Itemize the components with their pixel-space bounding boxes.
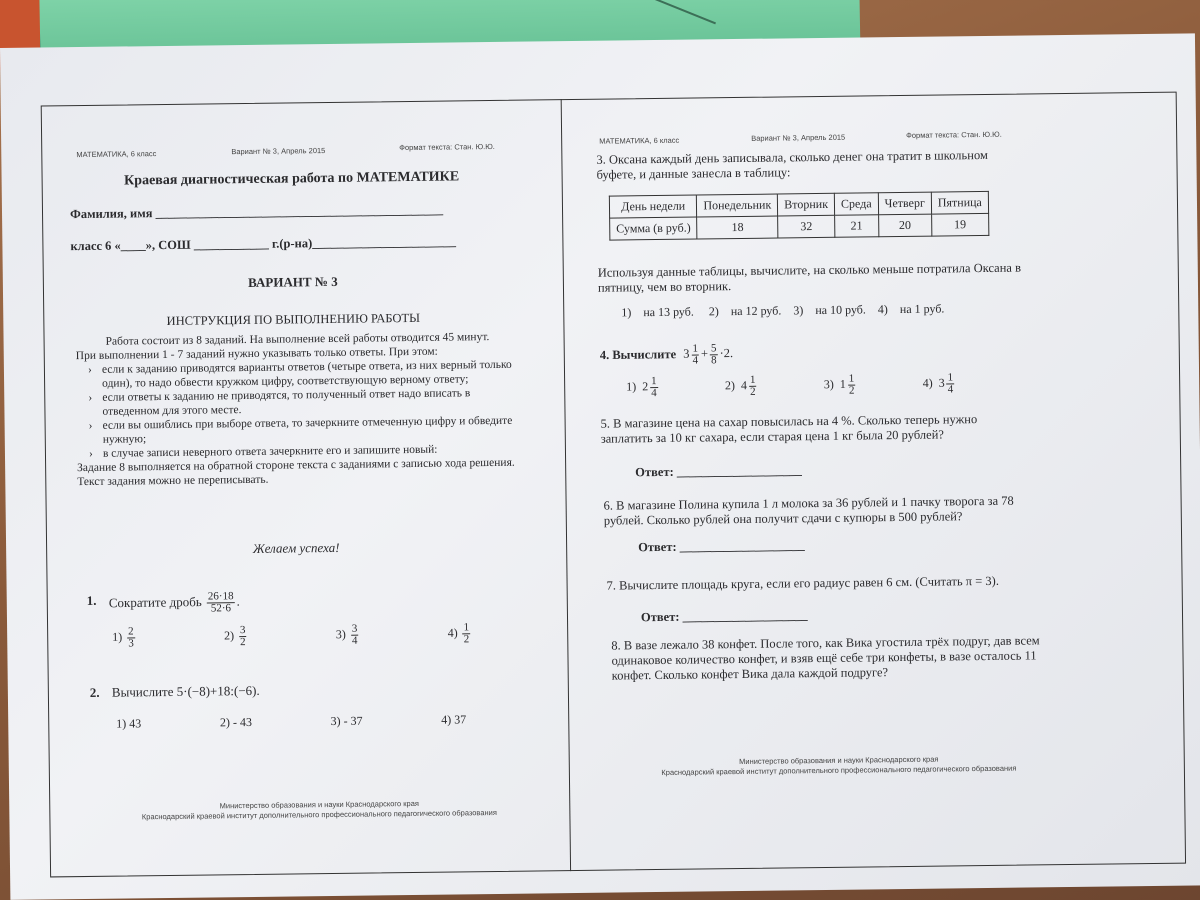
q1-option-2[interactable]: 2) $\frac{3}{2}$ xyxy=(223,624,246,649)
left-header-subject: МАТЕМАТИКА, 6 класс xyxy=(76,149,157,160)
q2-option-4[interactable]: 4) 37 xyxy=(441,712,467,727)
q2-option-1[interactable]: 1) 43 xyxy=(116,716,142,731)
name-field[interactable]: Фамилия, имя ______________________________________________ xyxy=(69,202,444,222)
instruction-list xyxy=(76,358,527,461)
table-cell: Вторник xyxy=(778,193,835,216)
q2-number: 2. xyxy=(89,684,100,700)
class-field[interactable]: класс 6 «____», СОШ ____________ г.(р-на)_______________________ xyxy=(70,234,457,254)
q3-text: 3. Оксана каждый день записывала, сколько денег она тратит в школьном буфете, и данные занесла в таблицу: xyxy=(596,147,988,182)
table-cell: Четверг xyxy=(878,192,931,215)
table-row xyxy=(610,213,989,240)
q5-answer-field[interactable]: Ответ: ____________________ xyxy=(635,463,802,480)
q1-option-4[interactable]: 4) $\frac{1}{2}$ xyxy=(447,621,470,646)
q2-text: Вычислите 5·(−8)+18:(−6). xyxy=(111,682,260,700)
table-cell: Пятница xyxy=(931,191,988,214)
table-cell: 19 xyxy=(931,213,988,236)
right-header-subject: МАТЕМАТИКА, 6 класс xyxy=(599,135,680,146)
q4-text xyxy=(600,343,734,368)
q1-fraction xyxy=(207,591,235,614)
table-cell: 21 xyxy=(835,215,879,238)
q1-number: 1. xyxy=(86,592,97,608)
q3-options[interactable]: 1) на 13 руб. 2) на 12 руб. 3) на 10 руб. 4) на 1 руб. xyxy=(621,301,945,320)
q4-option-1[interactable]: 1) 2 $\frac{1}{4}$ xyxy=(626,375,657,400)
q2-option-3[interactable]: 3) - 37 xyxy=(330,713,363,729)
q4-expression: 3 $\frac{1}{4}$ + $\frac{5}{8}$ ·2. xyxy=(683,342,734,367)
table-cell: День недели xyxy=(609,195,697,218)
instruction-p3: Задание 8 выполняется на обратной стороне текста с заданиями с записью хода решения. Текст задания можно не переписывать. xyxy=(77,456,515,489)
table-cell: 32 xyxy=(778,215,835,238)
instruction-item: › если вы ошиблись при выборе ответа, то зачеркните отмеченную цифру и обведите нужную; xyxy=(103,414,527,447)
instruction-item: › если к заданию приводятся варианты ответов (четыре ответа, из них верный только один), то надо обвести кружком цифру, соответствующую верному ответу; xyxy=(102,358,526,391)
q4-option-2[interactable]: 2) 4 $\frac{1}{2}$ xyxy=(724,373,756,398)
table-cell: 20 xyxy=(878,214,931,237)
q7-text: 7. Вычислите площадь круга, если его радиус равен 6 см. (Считать π = 3). xyxy=(606,573,999,593)
q2-option-2[interactable]: 2) - 43 xyxy=(219,714,252,730)
table-cell: Понедельник xyxy=(697,194,778,217)
instruction-item: › если ответы к заданию не приводятся, то полученный ответ надо вписать в отведенном для этого месте. xyxy=(102,386,526,419)
q4-option-4[interactable]: 4) 3 $\frac{1}{4}$ xyxy=(922,371,954,396)
exam-sheet xyxy=(0,33,1200,900)
q1-option-1[interactable]: 1) $\frac{2}{3}$ xyxy=(112,625,134,650)
instructions-block xyxy=(76,330,528,489)
q6-text: 6. В магазине Полина купила 1 л молока за 36 рублей и 1 пачку творога за 78 рублей. Сколько рублей она получит сдачи с купюры в 500 рублей? xyxy=(603,493,1014,528)
q4-options xyxy=(626,372,956,399)
q1-text: Сократите дробь $\frac{26\cdot 18}{52\cdot 6}$ . xyxy=(108,590,240,615)
table-cell: Сумма (в руб.) xyxy=(610,217,698,240)
q1-option-3[interactable]: 3) $\frac{3}{4}$ xyxy=(335,622,358,647)
instruction-p1: Работа состоит из 8 заданий. На выполнение всей работы отводится 45 минут. xyxy=(105,331,490,348)
q4-prompt: 4. Вычислите xyxy=(599,347,677,363)
left-header-variant: Вариант № 3, Апрель 2015 xyxy=(231,146,326,157)
q5-text: 5. В магазине цена на сахар повысилась на 4 %. Сколько теперь нужно заплатить за 10 кг сахара, если старая цена 1 кг была 20 рублей? xyxy=(600,412,978,446)
q8-text: 8. В вазе лежало 38 конфет. После того, как Вика угостила трёх подруг, дав всем одинаковое количество конфет, и взяв ещё себе три конфеты, в вазе осталось 11 конфет. Сколько конфет Вика дала каждой подруге? xyxy=(611,633,1040,683)
instruction-p2: При выполнении 1 - 7 заданий нужно указывать только ответы. При этом: xyxy=(75,345,438,363)
right-header-format: Формат текста: Стан. Ю.Ю. xyxy=(906,129,1002,140)
q1-denominator: 52·6 xyxy=(210,602,232,615)
page-title: Краевая диагностическая работа по МАТЕМАТИКЕ xyxy=(124,169,460,189)
q1-numerator: 26·18 xyxy=(207,590,234,603)
q1-prompt: Сократите дробь xyxy=(108,594,202,611)
table-cell: 18 xyxy=(697,216,778,239)
variant-title: ВАРИАНТ № 3 xyxy=(248,273,338,290)
table-cell: Среда xyxy=(834,193,878,216)
q6-answer-field[interactable]: Ответ: ____________________ xyxy=(638,538,805,555)
right-header-variant: Вариант № 3, Апрель 2015 xyxy=(751,132,846,143)
instruction-item: › в случае записи неверного ответа зачеркните его и запишите новый: xyxy=(103,442,527,461)
right-footer-1: Министерство образования и науки Краснодарского края xyxy=(739,754,939,767)
left-footer-1: Министерство образования и науки Краснодарского края xyxy=(219,798,419,811)
left-header-format: Формат текста: Стан. Ю.Ю. xyxy=(399,141,495,153)
q3-question: Используя данные таблицы, вычислите, на сколько меньше потратила Оксана в пятницу, чем во вторник. xyxy=(597,260,1022,295)
wish-text: Желаем успеха! xyxy=(252,539,340,556)
instruction-title: ИНСТРУКЦИЯ ПО ВЫПОЛНЕНИЮ РАБОТЫ xyxy=(166,310,421,328)
left-footer-2: Краснодарский краевой институт дополнительного профессионального педагогического образования xyxy=(141,807,497,822)
expenses-table xyxy=(609,191,989,241)
q7-answer-field[interactable]: Ответ: ____________________ xyxy=(640,608,808,625)
q4-option-3[interactable]: 3) 1 $\frac{1}{2}$ xyxy=(823,372,855,397)
q1-options xyxy=(112,622,472,649)
right-footer-2: Краснодарский краевой институт дополнительного профессионального педагогического образования xyxy=(661,763,1017,777)
